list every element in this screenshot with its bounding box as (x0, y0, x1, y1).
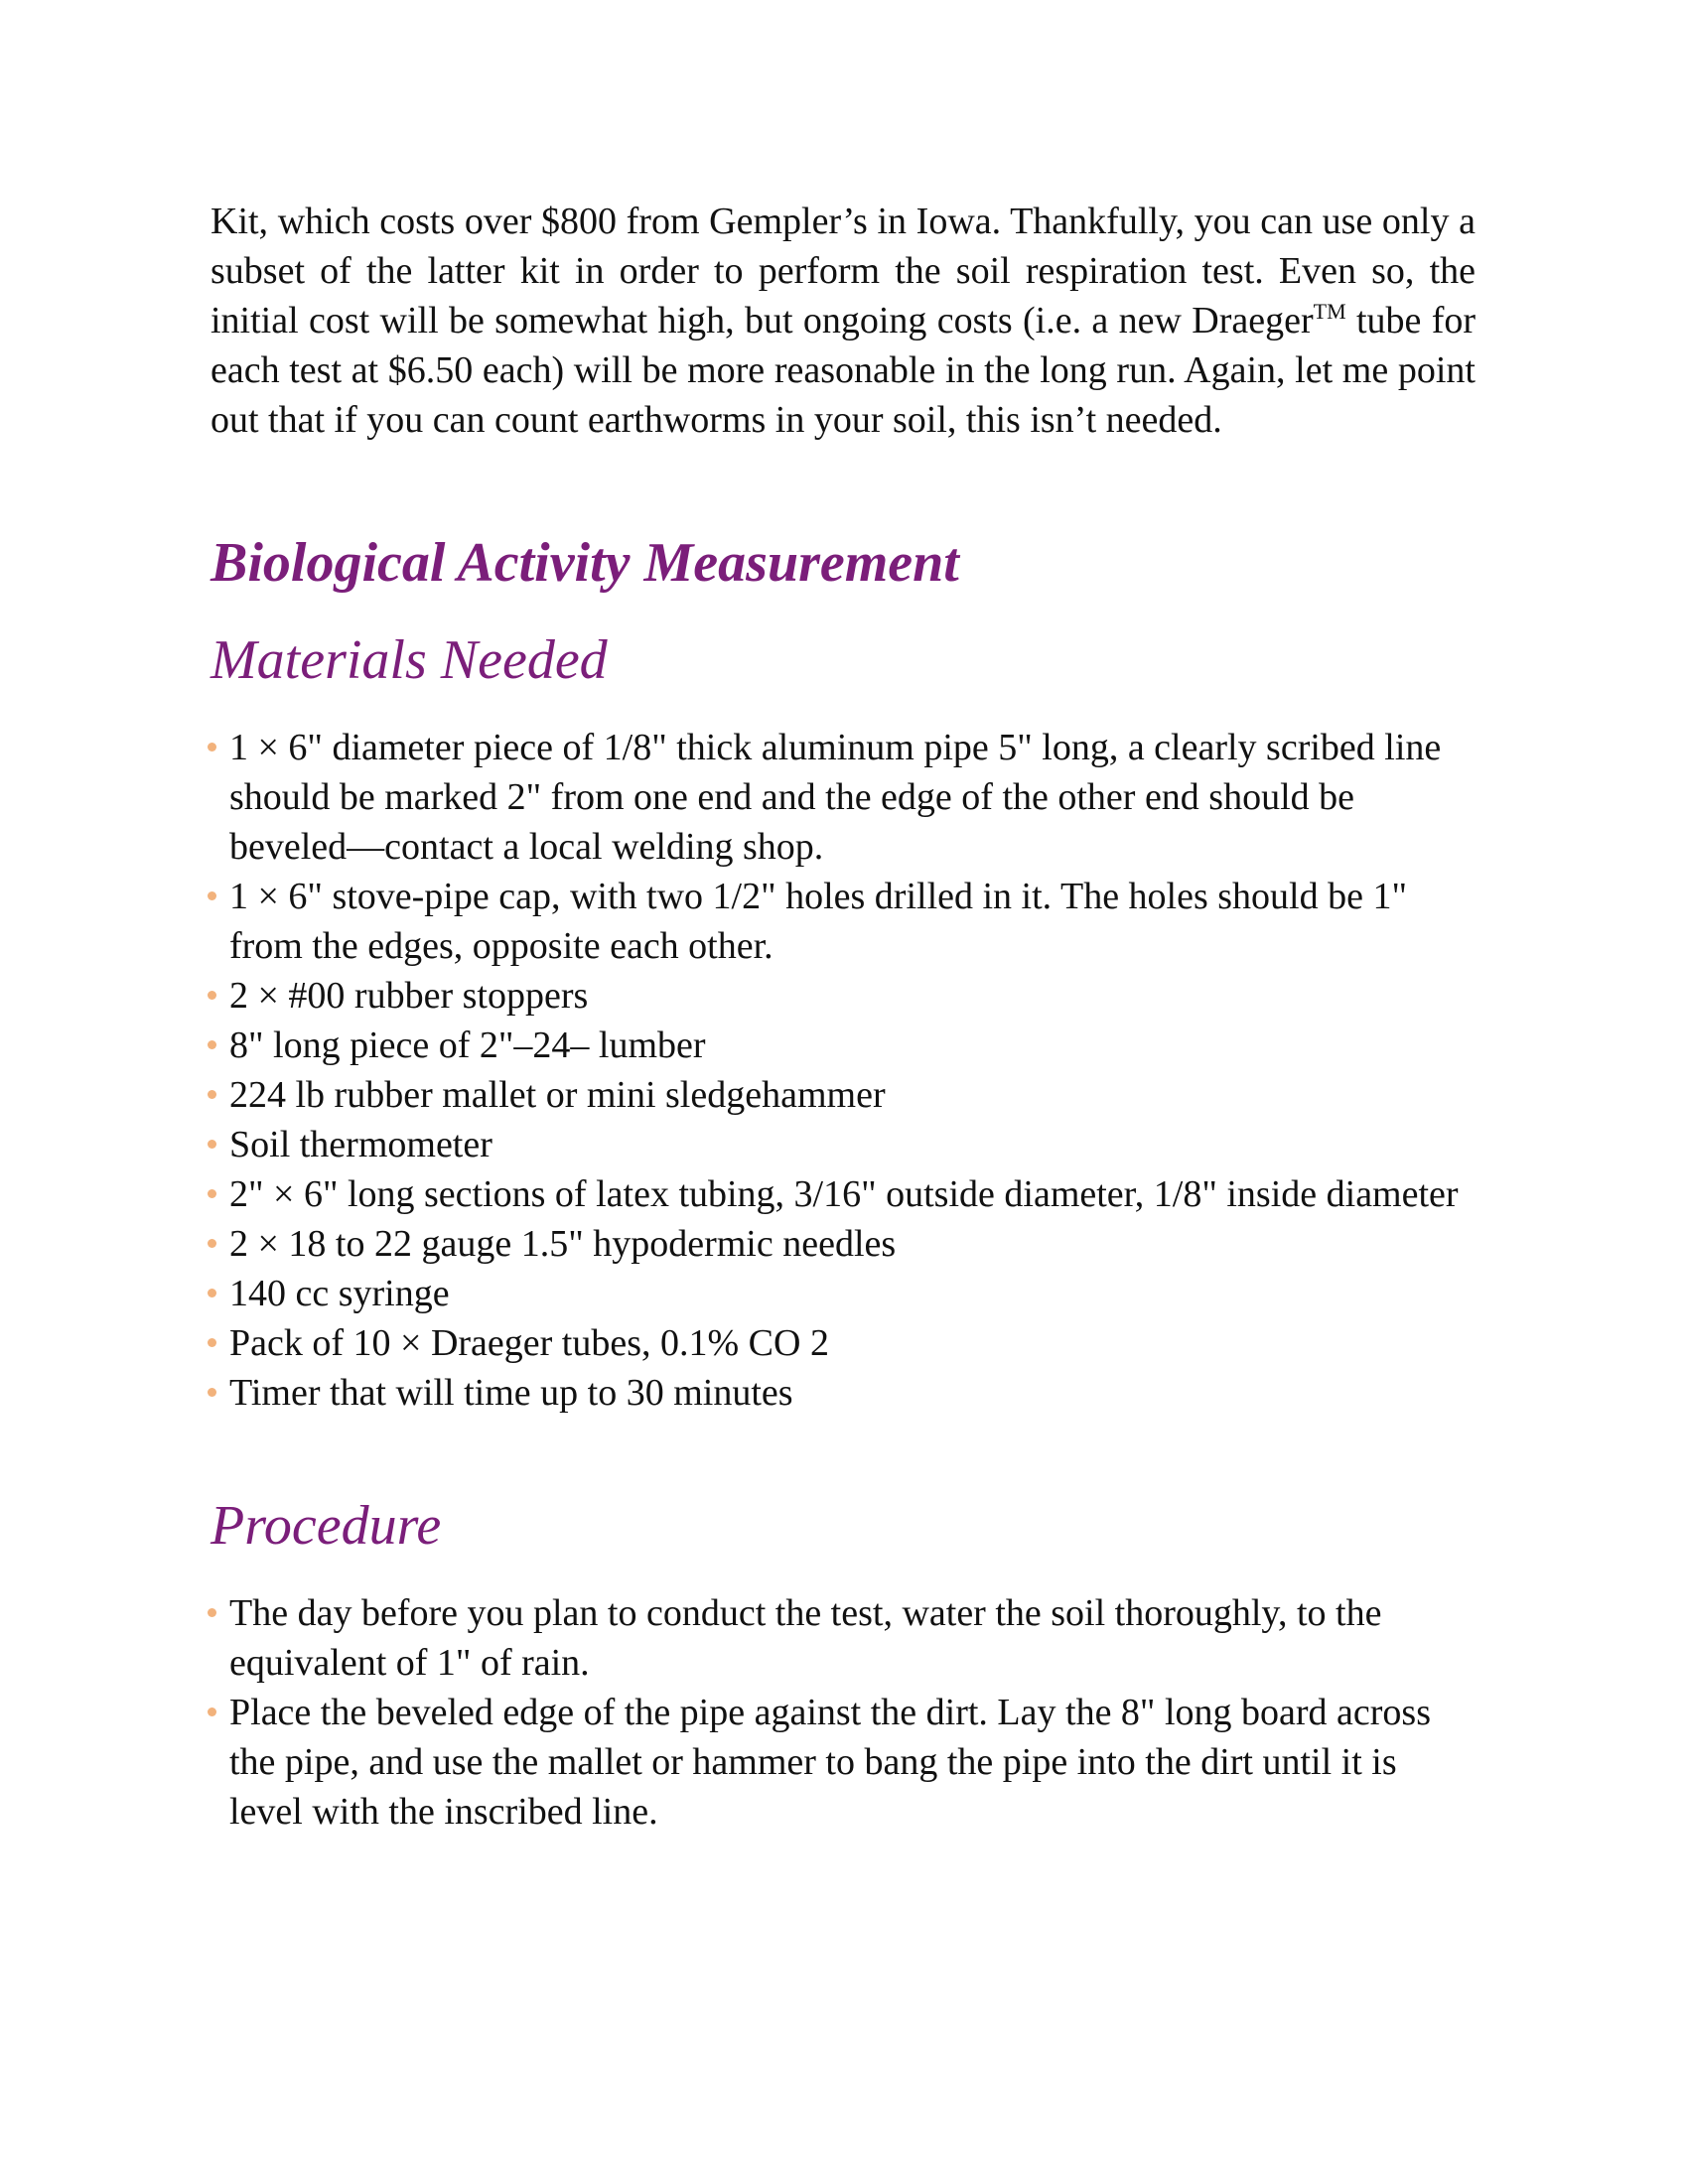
list-item-text: 1 × 6" stove-pipe cap, with two 1/2" holes drilled in it. The holes should be 1" from the edges, opposite each other. (229, 876, 1407, 967)
trademark-superscript: TM (1313, 299, 1346, 324)
list-item-text: Pack of 10 × Draeger tubes, 0.1% CO 2 (229, 1322, 829, 1364)
procedure-list (211, 1588, 1476, 1837)
list-item (209, 1169, 1480, 1219)
list-item (209, 1688, 1476, 1837)
list-item-text: 2" × 6" long sections of latex tubing, 3/16" outside diameter, 1/8" inside diameter (229, 1173, 1459, 1215)
list-item-text: The day before you plan to conduct the test, water the soil thoroughly, to the equivalent of 1" of rain. (229, 1592, 1382, 1684)
list-item-text: Place the beveled edge of the pipe against the dirt. Lay the 8" long board across the pipe, and use the mallet or hammer to bang the pipe into the dirt until it is level with the inscribed line. (229, 1692, 1431, 1833)
bullet-icon (208, 1239, 216, 1248)
bullet-icon (208, 743, 216, 751)
list-item (209, 1070, 1480, 1120)
list-item (209, 1269, 1480, 1318)
bullet-icon (208, 1289, 216, 1297)
list-item-text: Timer that will time up to 30 minutes (229, 1372, 793, 1414)
list-item (209, 1588, 1476, 1688)
list-item (209, 1021, 1480, 1070)
bullet-icon (208, 891, 216, 900)
list-item (209, 1368, 1480, 1418)
list-item-text: 2 × 18 to 22 gauge 1.5" hypodermic needles (229, 1223, 897, 1265)
bullet-icon (208, 1338, 216, 1347)
list-item (209, 971, 1480, 1021)
document-page (211, 197, 1476, 1837)
subheading-materials-needed: Materials Needed (211, 629, 608, 691)
list-item (209, 723, 1480, 872)
list-item-text: 140 cc syringe (229, 1273, 450, 1314)
intro-paragraph (211, 197, 1476, 445)
list-item (209, 872, 1480, 971)
list-item-text: 1 × 6" diameter piece of 1/8" thick aluminum pipe 5" long, a clearly scribed line should be marked 2" from one end and the edge of the other end should be beveled—contact a local welding shop. (229, 727, 1442, 868)
materials-list (211, 723, 1476, 1418)
section-heading-biological-activity: Biological Activity Measurement (211, 532, 959, 594)
list-item (209, 1120, 1480, 1169)
intro-text-part1: Kit, which costs over $800 from Gempler’s in Iowa. Thankfully, you can use only a subset of the latter kit in order to perform the soil respiration test. Even so, the initial cost will be somewhat high, but ongoing costs (i.e. a new Draeger (211, 201, 1476, 341)
list-item (209, 1318, 1480, 1368)
bullet-icon (208, 991, 216, 1000)
bullet-icon (208, 1608, 216, 1617)
list-item-text: Soil thermometer (229, 1124, 492, 1165)
bullet-icon (208, 1707, 216, 1716)
bullet-icon (208, 1040, 216, 1049)
bullet-icon (208, 1090, 216, 1099)
bullet-icon (208, 1140, 216, 1149)
list-item-text: 2 × #00 rubber stoppers (229, 975, 589, 1017)
bullet-icon (208, 1189, 216, 1198)
list-item-text: 8" long piece of 2"–24– lumber (229, 1024, 706, 1066)
bullet-icon (208, 1388, 216, 1397)
intro-text-part2: tube for each test at $6.50 each) will be more reasonable in the long run. Again, let me point out that if you can count earthworms in your soil, this isn’t needed. (211, 300, 1477, 441)
list-item (209, 1219, 1480, 1269)
subheading-procedure: Procedure (211, 1495, 442, 1557)
list-item-text: 224 lb rubber mallet or mini sledgehammer (229, 1074, 886, 1116)
